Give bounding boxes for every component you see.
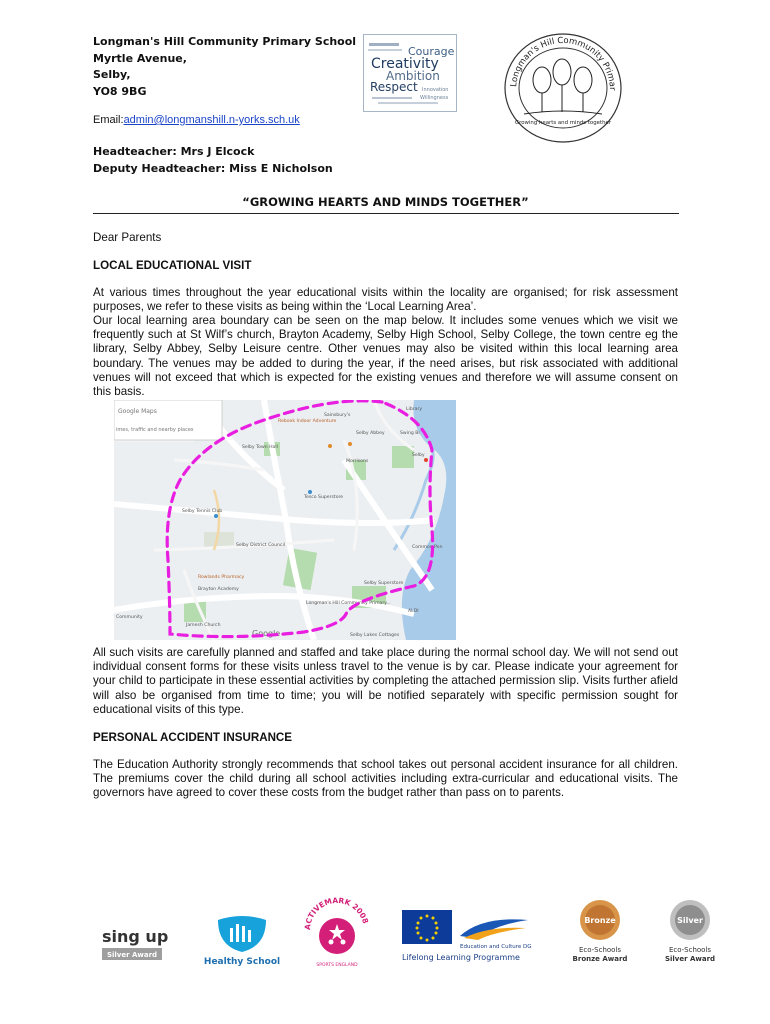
- map-label-morrisons: Morrisons: [346, 459, 369, 464]
- map-label-superstore: Selby Superstore: [364, 581, 404, 586]
- map-label-adventure: Rebook Indoor Adventure: [278, 419, 337, 424]
- map-label-tesco: Tesco Superstore: [304, 495, 344, 500]
- singup-text: sing up: [102, 927, 168, 946]
- address-line-1: Myrtle Avenue,: [93, 51, 187, 65]
- deputy-headteacher: Deputy Headteacher: Miss E Nicholson: [93, 162, 333, 175]
- headteacher: Headteacher: Mrs J Elcock: [93, 145, 255, 158]
- staff-block: [93, 143, 333, 177]
- section-title-insurance: PERSONAL ACCIDENT INSURANCE: [93, 731, 293, 744]
- address-line-2: Selby,: [93, 68, 131, 81]
- email-line: [93, 114, 300, 126]
- paragraph-2: Our local learning area boundary can be seen on the map below. It includes some venues which we visit we frequently such at St Wilf’s church, Brayton Academy, Selby High School, Selby College, the town centre eg the library, Selby Abbey, Selby Leisure centre. Other venues may also be visited within this local learning area boundary. The venues may be added to during the year, if the need arises, but risk associated with additional venues will not exceed that which is expected for the existing venues and therefore we will assume consent on this basis.: [93, 314, 678, 399]
- word-willingness: Willingness: [420, 95, 449, 101]
- local-learning-area-map: [114, 400, 456, 640]
- map-label-brayton: Brayton Academy: [198, 587, 239, 592]
- map-label-common: Common Pon: [412, 545, 443, 550]
- map-search-hint: imes, traffic and nearby places: [116, 427, 194, 433]
- crest-ring-text: Longman's Hill Community Primar: [509, 35, 618, 91]
- paragraph-1: At various times throughout the year educational visits within the locality are organised; for risk assessment purposes, we refer to these visits as being within the ‘Local Learning Area’.: [93, 286, 678, 314]
- eco-schools-bronze-logo: [560, 898, 640, 968]
- map-label-pharmacy: Rowlands Pharmacy: [198, 575, 245, 580]
- map-search-title: Google Maps: [118, 408, 157, 415]
- word-respect: Respect: [370, 80, 418, 94]
- singup-award: Silver Award: [106, 951, 158, 959]
- eu-caption: Education and Culture DG: [460, 944, 532, 950]
- school-crest-logo: [502, 30, 624, 144]
- word-creativity: Creativity: [371, 56, 439, 72]
- map-label-library: Library: [406, 407, 423, 412]
- paragraph-3: All such visits are carefully planned and staffed and take place during the normal school day. We will not send out individual consent forms for these visits unless travel to the venue is by car. Please indicate your agreement for your child to participate in these essential activities by completing the attached permission slip. Visits further afield will also be organised from time to time; you will be notified separately with specific permission sought for educational visits of this type.: [93, 646, 678, 716]
- map-label-sainsburys: Sainsbury's: [324, 413, 351, 418]
- address-line-3: YO8 9BG: [93, 84, 147, 98]
- school-motto: “GROWING HEARTS AND MINDS TOGETHER”: [242, 195, 529, 209]
- school-address: [93, 34, 356, 100]
- silver-title: Eco-Schools: [668, 946, 712, 954]
- greeting: Dear Parents: [93, 231, 162, 244]
- singup-logo: [100, 900, 168, 960]
- word-courage: Courage: [408, 45, 455, 58]
- section-title-local-visit: LOCAL EDUCATIONAL VISIT: [93, 259, 252, 272]
- paragraph-4: The Education Authority strongly recommends that school takes out personal accident insurance for all children. The premiums cover the child during all school activities including extra-curricular and educational visits. The governors have agreed to cover these costs from the budget rather than pass on to parents.: [93, 758, 678, 800]
- eco-schools-silver-logo: [650, 898, 730, 968]
- email-label: Email:: [93, 114, 124, 126]
- map-label-town-hall: Selby Town Hall: [242, 445, 278, 450]
- email-link[interactable]: admin@longmanshill.n-yorks.sch.uk: [123, 114, 300, 126]
- llp-caption: Lifelong Learning Programme: [402, 953, 520, 962]
- bronze-title: Eco-Schools: [578, 946, 622, 954]
- map-label-selby-abbey: Selby Abbey: [356, 431, 385, 436]
- values-wordcloud-logo: [363, 34, 457, 112]
- map-label-lakes: Selby Lakes Cottages: [350, 633, 400, 638]
- activemark-sub: SPORTS ENGLAND: [316, 963, 358, 968]
- crest-motto-text: Growing hearts and minds together: [514, 120, 612, 126]
- word-innovation: Innovation: [422, 87, 449, 93]
- healthy-school-logo: [204, 912, 280, 968]
- silver-award: Silver Award: [664, 955, 716, 963]
- map-label-community: Community: [116, 615, 143, 620]
- bronze-award: Bronze Award: [572, 955, 628, 963]
- activemark-ring-text: ACTIVEMARK 2008: [302, 895, 371, 931]
- map-label-church: Jamesh Church: [186, 623, 221, 628]
- map-label-aldi: ALDI: [408, 609, 419, 614]
- map-label-district-council: Selby District Council: [236, 543, 285, 548]
- bronze-badge-text: Bronze: [584, 916, 616, 925]
- map-google-watermark: Google: [252, 629, 281, 638]
- word-ambition: Ambition: [386, 69, 440, 83]
- school-name: Longman's Hill Community Primary School: [93, 35, 357, 48]
- map-label-selby: Selby: [412, 453, 425, 458]
- map-label-swing: Swing Br: [400, 431, 421, 436]
- header-divider: [93, 213, 679, 214]
- map-label-tennis: Selby Tennis Club: [182, 509, 223, 514]
- lifelong-learning-logo: [402, 908, 534, 964]
- silver-badge-text: Silver: [677, 916, 703, 925]
- healthy-school-text: Healthy School: [204, 957, 280, 967]
- activemark-logo: [302, 886, 372, 970]
- map-label-longmans: Longman's Hill Community Primary...: [306, 601, 391, 606]
